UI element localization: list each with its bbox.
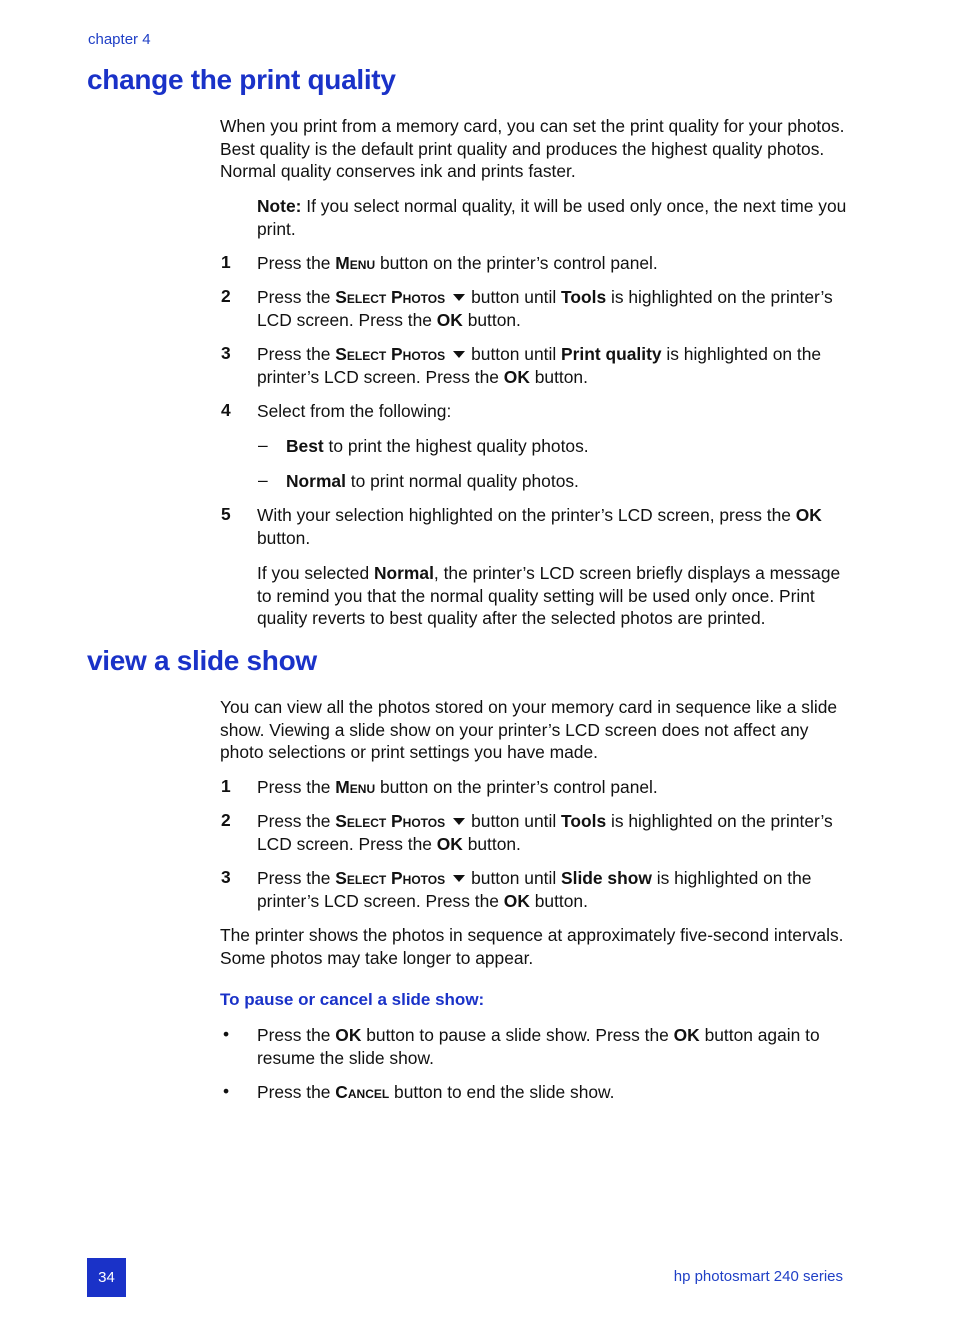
intro-paragraph: You can view all the photos stored on your memory card in sequence like a slide show. Viewing a slide show on your printer’s LCD screen does not affect any photo selections or print settings you have made. — [220, 697, 838, 762]
step-number: 2 — [221, 286, 231, 306]
option-label: Best — [286, 436, 324, 456]
bullet-text-part: button to pause a slide show. Press the — [361, 1025, 674, 1045]
cancel-button-label: Cancel — [335, 1082, 390, 1102]
ok-button-label: OK — [436, 833, 463, 854]
step-text-part: button. — [462, 833, 521, 854]
step-text — [257, 867, 847, 912]
down-arrow-icon — [453, 818, 465, 825]
step-text-part: button on the printer’s control panel. — [375, 777, 658, 797]
dash-marker: – — [258, 435, 268, 455]
ok-button-label: OK — [673, 1025, 700, 1045]
step-text-part: Press the — [257, 287, 336, 307]
step-text-part: is highlighted on the printer’s LCD screen. Press the — [257, 344, 822, 387]
step-number: 4 — [221, 400, 231, 420]
step-text-part: is highlighted on the printer’s LCD screen. Press the — [257, 287, 833, 330]
step-text-part: button until — [471, 344, 562, 364]
intro-paragraph: When you print from a memory card, you can set the print quality for your photos. Best quality is the default print quality and produces the highest quality photos. Normal quality conserves ink and prints faster. — [220, 116, 845, 181]
menu-option: Print quality — [561, 344, 662, 364]
step-text-part: is highlighted on the printer’s LCD screen. Press the — [257, 811, 833, 854]
note-text-part: , the printer’s LCD screen briefly displays a message to remind you that the normal quality setting will be used only once. Print quality reverts to best quality after the selected photos are printed. — [257, 563, 841, 628]
footer-product-name: hp photosmart 240 series — [673, 1268, 843, 1285]
dash-marker: – — [258, 470, 268, 490]
note-label: Note: — [257, 196, 302, 216]
step-text-part: button. — [462, 309, 521, 330]
menu-button-label: Menu — [335, 253, 376, 273]
step-text — [257, 776, 847, 799]
ok-button-label: OK — [503, 890, 530, 911]
chapter-label: chapter 4 — [88, 31, 151, 48]
step-text: Select from the following: — [257, 401, 452, 421]
step-text-part: button until — [471, 811, 562, 831]
step-text-part: Press the — [257, 868, 336, 888]
step-text-part: button. — [257, 527, 311, 548]
option-label: Normal — [286, 471, 346, 491]
step-text-part: button until — [471, 287, 562, 307]
step-text-part: is highlighted on the printer’s LCD screen. Press the — [257, 868, 812, 911]
step-text-part: Press the — [257, 811, 336, 831]
bullet-text-part: button to end the slide show. — [389, 1082, 615, 1102]
step-text-part: With your selection highlighted on the printer’s LCD screen, press the — [257, 505, 796, 525]
step-text — [257, 343, 847, 388]
step-text-part: Press the — [257, 344, 336, 364]
menu-option: Slide show — [561, 868, 652, 888]
page-number: 34 — [87, 1258, 126, 1297]
menu-option: Tools — [561, 287, 607, 307]
step-text — [257, 504, 847, 549]
step-number: 3 — [221, 343, 231, 363]
step-text-part: button on the printer’s control panel. — [375, 253, 658, 273]
ok-button-label: OK — [503, 366, 530, 387]
section-title-slide-show: view a slide show — [87, 645, 317, 676]
step-number: 2 — [221, 810, 231, 830]
option-item — [286, 435, 846, 458]
bullet-item — [257, 1024, 847, 1069]
step-number: 1 — [221, 776, 231, 796]
down-arrow-icon — [453, 294, 465, 301]
option-item — [286, 470, 846, 493]
normal-quality-note — [257, 562, 847, 630]
note-paragraph — [257, 195, 847, 240]
menu-option: Tools — [561, 811, 607, 831]
option-text: to print normal quality photos. — [345, 471, 579, 491]
bullet-item — [257, 1081, 847, 1104]
bullet-text-part: Press the — [257, 1025, 336, 1045]
option-text: to print the highest quality photos. — [323, 436, 589, 456]
step-text-part: button. — [529, 890, 588, 911]
step-number: 3 — [221, 867, 231, 887]
subheading: To pause or cancel a slide show: — [220, 990, 485, 1009]
select-photos-button-label: Select Photos — [335, 344, 446, 364]
normal-label: Normal — [373, 563, 434, 583]
step-text-part: Press the — [257, 777, 336, 797]
ok-button-label: OK — [436, 309, 463, 330]
step-text-part: button. — [529, 366, 588, 387]
step-text — [257, 252, 847, 275]
step-number: 1 — [221, 252, 231, 272]
note-text-part: If you selected — [257, 563, 374, 583]
outro-paragraph: The printer shows the photos in sequence at approximately five-second intervals. Some photos may take longer to appear. — [220, 925, 844, 968]
select-photos-button-label: Select Photos — [335, 287, 446, 307]
step-number: 5 — [221, 504, 231, 524]
bullet-marker: • — [223, 1024, 230, 1044]
step-text-part: button until — [471, 868, 562, 888]
step-text — [257, 286, 847, 331]
menu-button-label: Menu — [335, 777, 376, 797]
bullet-marker: • — [223, 1081, 230, 1101]
ok-button-label: OK — [795, 505, 822, 525]
select-photos-button-label: Select Photos — [335, 811, 446, 831]
step-text — [257, 810, 847, 855]
down-arrow-icon — [453, 875, 465, 882]
down-arrow-icon — [453, 351, 465, 358]
bullet-text-part: Press the — [257, 1082, 336, 1102]
bullet-text-part: button again to resume the slide show. — [257, 1025, 820, 1068]
note-text: If you select normal quality, it will be used only once, the next time you print. — [257, 196, 847, 239]
select-photos-button-label: Select Photos — [335, 868, 446, 888]
ok-button-label: OK — [335, 1025, 362, 1045]
section-title-print-quality: change the print quality — [87, 64, 396, 95]
step-text-part: Press the — [257, 253, 336, 273]
